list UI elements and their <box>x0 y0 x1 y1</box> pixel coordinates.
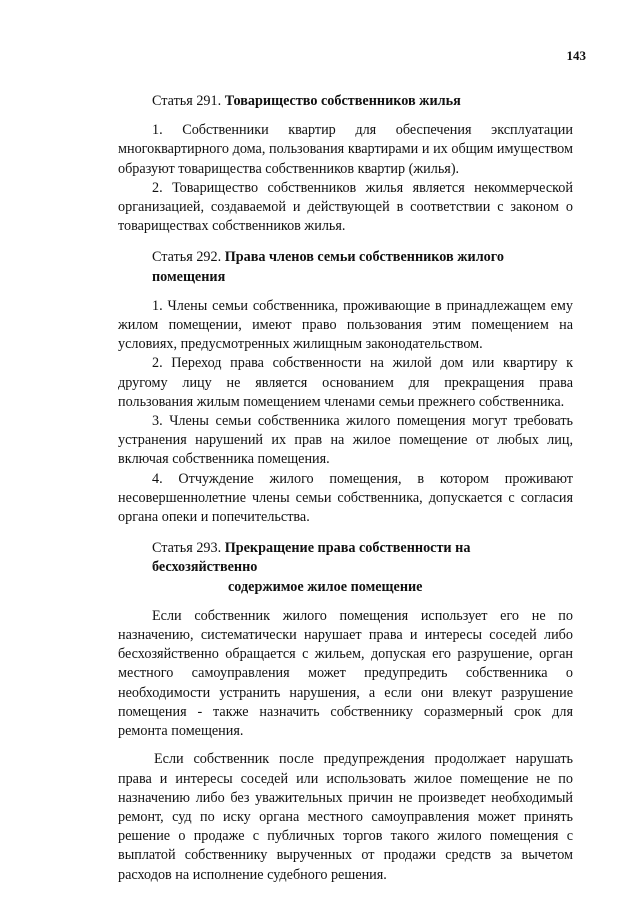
article-292-paragraph-2: 2. Переход права собственности на жилой дом или квартиру к другому лицу не является основанием для прекращения права пользования жилым помещением членами семьи прежнего собственника. <box>118 355 573 410</box>
article-291-paragraph-2: 2. Товарищество собственников жилья является некоммерческой организацией, создаваемой и действующей в соответствии с законом о товариществах собственников жилья. <box>118 179 573 235</box>
article-title: Товарищество собственников жилья <box>224 93 461 109</box>
article-label: Статья 291. <box>152 93 222 109</box>
article-292-paragraph-3: 3. Члены семьи собственника жилого помещения могут требовать устранения нарушений их прав на жилое помещение от любых лиц, включая собственника помещения. <box>118 413 573 468</box>
article-293-heading <box>118 539 573 597</box>
article-label: Статья 292. <box>152 249 222 266</box>
article-title: Права членов семьи собственников жилого помещения <box>152 249 504 285</box>
article-292-paragraph-1: 1. Члены семьи собственника, проживающие в принадлежащем ему жилом помещении, имеют право пользования этим помещением на условиях, предусмотренных жилищным законодательством. <box>118 297 573 353</box>
article-title: Прекращение права собственности на бесхозяйственно <box>152 540 471 576</box>
article-291-paragraph-1: 1. Собственники квартир для обеспечения эксплуатации многоквартирного дома, пользования квартирами и их общим имуществом образуют товарищества собственников квартир (жилья). <box>118 122 573 177</box>
article-293-paragraph-1: Если собственник жилого помещения использует его не по назначению, систематически нарушает права и интересы соседей либо бесхозяйственно обращается с жильем, допуская его разрушение, орган местного самоуправления может предупредить собственника о необходимости устранить нарушения, а если они влекут разрушение помещения - также назначить собственнику соразмерный срок для ремонта помещения. <box>118 607 573 740</box>
article-292-paragraph-4: 4. Отчуждение жилого помещения, в котором проживают несовершеннолетние члены семьи собственника, допускается с согласия органа опеки и попечительства. <box>118 470 573 526</box>
article-292-heading <box>118 248 573 286</box>
article-291-heading <box>118 92 573 111</box>
article-title-continuation: содержимое жилое помещение <box>228 578 423 595</box>
page-content <box>118 92 573 885</box>
article-label: Статья 293. <box>152 540 222 557</box>
article-293-paragraph-2: Если собственник после предупреждения продолжает нарушать права и интересы соседей или использовать жилое помещение не по назначению либо без уважительных причин не произведет необходимый ремонт, суд по иску органа местного самоуправления может принять решение о продаже с публичных торгов такого жилого помещения с выплатой собственнику вырученных от продажи средств за вычетом расходов на исполнение судебного решения. <box>118 751 573 883</box>
page-number: 143 <box>566 48 586 63</box>
